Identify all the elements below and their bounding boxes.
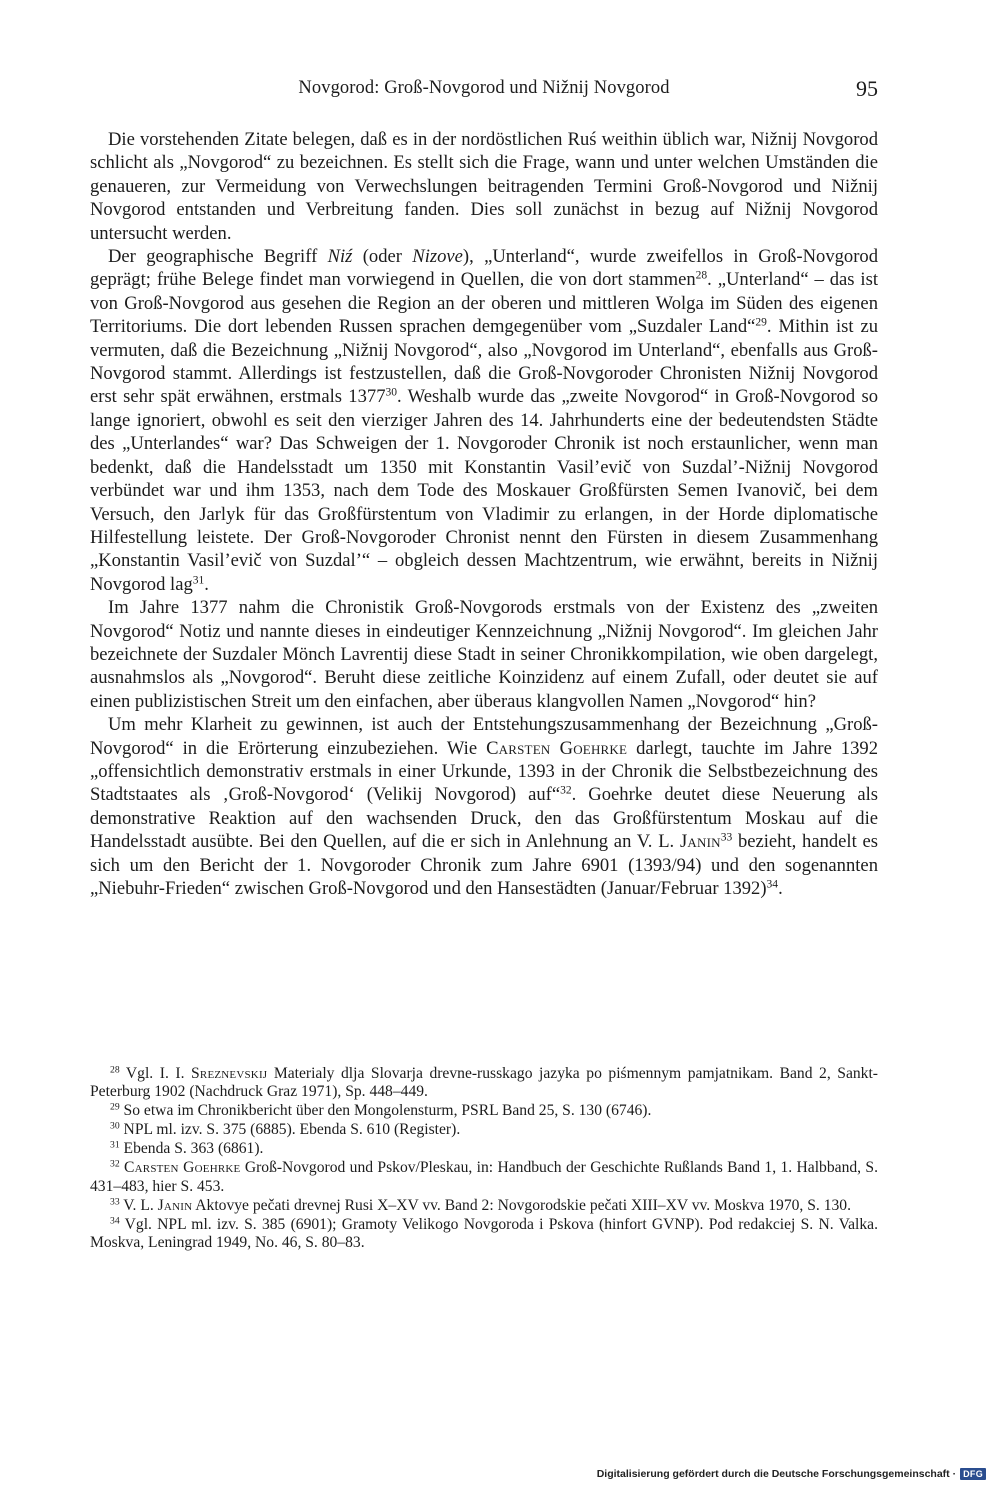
footnote-ref-29[interactable]: 29 — [755, 316, 767, 329]
digitization-credit — [597, 1467, 986, 1481]
dfg-logo: DFG — [960, 1468, 986, 1480]
footnote-28: $^{28}$ Vgl. I. I. Sreznevskij Materialy dlja Slovarja drevne-russkago jazyka po piśmennym pamjatnikam. Band 2, Sankt-Peterburg 1902 (Nachdruck Graz 1971), Sp. 448–449. — [90, 1064, 878, 1101]
page-header — [90, 76, 878, 106]
author-name-goehrke: Carsten Goehrke — [486, 737, 628, 759]
footnote-31: $^{31}$ Ebenda S. 363 (6861). — [110, 1140, 264, 1158]
footnote-34: $^{34}$ Vgl. NPL ml. izv. S. 385 (6901); Gramoty Velikogo Novgoroda i Pskova (hinfort GVNP). Pod redakciej S. N. Valka. Moskva, Leningrad 1949, No. 46, S. 80–83. — [90, 1215, 878, 1251]
paragraph-1: Die vorstehenden Zitate belegen, daß es in der nordöstlichen Ruś weithin üblich war, Nižnij Novgorod schlicht als „Novgorod“ zu bezeichnen. Es stellt sich die Frage, wann und unter welchen Umständen die genaueren, zur Vermeidung von Verwechslungen beitragenden Termini Groß-Novgorod und Nižnij Novgorod entstanden und Verbreitung fanden. Dies soll zunächst in bezug auf Nižnij Novgorod untersucht werden. — [90, 129, 878, 244]
running-head: Novgorod: Groß-Novgorod und Nižnij Novgorod — [298, 78, 670, 98]
paragraph-3: Im Jahre 1377 nahm die Chronistik Groß-Novgorods erstmals von der Existenz des „zweiten Novgorod“ Notiz und nannte dieses in eindeutiger Kennzeichnung „Nižnij Novgorod“. Im gleichen Jahr bezeichnete der Suzdaler Mönch Lavrentij diese Stadt in seiner Chronikkompilation, wie oben dargelegt, ausnahmslos als „Novgorod“. Beruht diese zeitliche Koinzidenz auf einem Zufall, oder deutet sie auf einen publizistischen Streit um den einfachen, aber überaus klangvollen Namen „Novgorod“ hin? — [90, 597, 878, 712]
body-text — [90, 128, 878, 900]
footnote-30: $^{30}$ NPL ml. izv. S. 375 (6885). Ebenda S. 610 (Register). — [110, 1120, 461, 1139]
author-name-janin: Janin — [679, 831, 721, 853]
footnote-ref-32[interactable]: 32 — [560, 785, 572, 798]
footnotes — [90, 1065, 878, 1253]
footnote-29: $^{29}$ So etwa im Chronikbericht über den Mongolensturm, PSRL Band 25, S. 130 (6746). — [110, 1101, 652, 1120]
italic-term-nizove: Nizove — [412, 246, 463, 268]
footnote-ref-31[interactable]: 31 — [192, 574, 205, 587]
footnote-ref-30[interactable]: 30 — [385, 387, 398, 400]
paragraph-4: Um mehr Klarheit zu gewinnen, ist auch der Entstehungszusammenhang der Bezeichnung „Groß-Novgorod“ in die Erörterung einzubeziehen. Wie Carsten Goehrke darlegt, tauchte im Jahre 1392 „offensichtlich demonstrativ erstmals in einer Urkunde, 1393 in der Chronik die Selbstbezeichnung des Stadtstaates als ‚Groß-Novgorod‘ (Velikij Novgorod) auf“$^{32}$. Goehrke deutet diese Neuerung als demonstrative Reaktion auf den wachsenden Druck, den das Großfürstentum Moskau auf die Handelsstadt ausübte. Bei den Quellen, auf die er sich in Anlehnung an V. L. Janin$^{33}$ bezieht, handelt es sich um den Bericht der 1. Novgoroder Chronik zum Jahre 6901 (1393/94) und den sogenannten „Niebuhr-Frieden“ zwischen Groß-Novgorod und den Hansestädten (Januar/Februar 1392)$^{34}$. — [90, 714, 879, 899]
footnote-ref-28[interactable]: 28 — [695, 270, 708, 283]
page-number: 95 — [856, 76, 878, 101]
paragraph-2: Der geographische Begriff Niź (oder Nizove), „Unterland“, wurde zweifellos in Groß-Novgorod geprägt; frühe Belege findet man vorwiegend in Quellen, die von dort stammen$^{28}$. „Unterland“ – das ist von Groß-Novgorod aus gesehen die Region an der oberen und mittleren Wolga im Süden des eigenen Territoriums. Die dort lebenden Russen sprachen demgegenüber vom „Suzdaler Land“$^{29}$. Mithin ist zu vermuten, daß die Bezeichnung „Nižnij Novgorod“, also „Novgorod im Unterland“, ebenfalls aus Groß-Novgorod stammt. Allerdings ist festzustellen, daß die Groß-Novgoroder Chronisten Nižnij Novgorod erst sehr spät erwähnen, erstmals 1377$^{30}$. Weshalb wurde das „zweite Novgorod“ in Groß-Novgorod so lange ignoriert, obwohl es seit den vierziger Jahren des 14. Jahrhunderts eine der bedeutendsten Städte des „Unterlandes“ war? Das Schweigen der 1. Novgoroder Chronik ist noch erstaunlicher, wenn man bedenkt, daß die Handelsstadt um 1350 mit Konstantin Vasil’evič von Suzdal’-Nižnij Novgorod verbündet war und ihm 1353, nach dem Tode des Moskauer Großfürsten Semen Ivanovič, bei dem Versuch, den Jarlyk für das Großfürstentum von Vladimir zu erlangen, in der Horde diplomatische Hilfestellung leistete. Der Groß-Novgoroder Chronist nennt den Fürsten in diesem Zusammenhang „Konstantin Vasil’evič von Suzdal’“ – obgleich dessen Machtzentrum, wie erwähnt, bereits in Nižnij Novgorod lag$^{31}$. — [90, 246, 879, 595]
footnote-32: $^{32}$ Carsten Goehrke Groß-Novgorod und Pskov/Pleskau, in: Handbuch der Geschichte Rußlands Band 1, 1. Halbband, S. 431–483, hier S. 453. — [90, 1159, 878, 1195]
footnote-ref-34[interactable]: 34 — [766, 878, 779, 891]
footnote-ref-33[interactable]: 33 — [720, 831, 733, 844]
credit-text: Digitalisierung gefördert durch die Deutsche Forschungsgemeinschaft · — [596, 1468, 957, 1480]
footnote-33: $^{33}$ V. L. Janin Aktovye pečati drevnej Rusi X–XV vv. Band 2: Novgorodskie pečati XIII–XV vv. Moskva 1970, S. 130. — [110, 1196, 851, 1214]
italic-term-niz: Niź — [327, 246, 353, 268]
